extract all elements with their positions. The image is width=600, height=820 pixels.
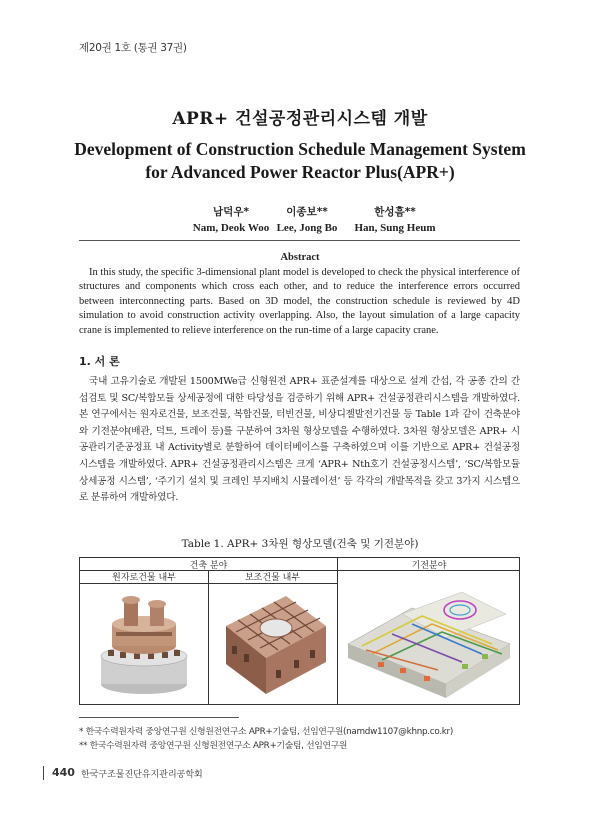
section-1-body: 국내 고유기술로 개발된 1500MWe급 신형원전 APR+ 표준설계를 대상으로 설계 간섭, 각 공종 간의 간섭검토 및 SC/복합모듈 상세공정에 대한 타당성을 검증하기 위해 APR+ 건설공정관리시스템을 개발하였다. 본 연구에서는 원자로건물, 보조건물, 복합건물, 터빈건물, 비상디젤발전기건물 등 Table 1과 같이 건축분야와 기전분야(배관, 덕트, 트레이 등)를 구분하여 3차원 형상모델을 수행하였다. 3차원 형상모델은 APR+ 시공관리기준공정표 내 Activity별로 분할하여 데이터베이스를 구축하였으며 이를 기반으로 APR+ 건설공정시스템을 개발하였다. APR+ 건설공정관리시스템은 크게 ‘APR+ Nth호기 건설공정시스템’, ‘SC/복합모듈 상세공정 시스템’, ‘주기기 설치 및 크레인 부지배치 시뮬레이션’ 등 각각의 개발목적을 갖고 3가지 시스템으로 분류하여 개발하였다. <box>79 376 520 504</box>
title-en-line-2: for Advanced Power Reactor Plus(APR+) <box>145 162 455 182</box>
table-col-aux: 보조건물 내부 <box>244 573 301 583</box>
footnote-2: ** 한국수력원자력 중앙연구원 신형원전연구소 APR+기술팀, 선임연구원 <box>79 741 348 751</box>
title-divider <box>79 240 520 241</box>
author-name-ko: 이종보** <box>286 206 328 218</box>
paper-title-korean: APR+ 건설공정관리시스템 개발 <box>172 109 428 129</box>
reactor-building-model-image <box>94 588 194 698</box>
table-divider-sub <box>208 570 209 704</box>
section-1-heading: 1. 서 론 <box>79 355 120 368</box>
table-1 <box>79 557 520 705</box>
table-1-caption: Table 1. APR+ 3차원 형상모델(건축 및 기전분야) <box>181 538 419 550</box>
auxiliary-building-model-image <box>216 586 331 698</box>
mep-model-image <box>342 574 516 702</box>
footnote-divider <box>79 717 239 718</box>
page-number: 440 <box>52 766 75 779</box>
title-en-line-1: Development of Construction Schedule Management System <box>74 139 526 159</box>
society-name: 한국구조물진단유지관리공학회 <box>81 770 203 780</box>
footnote-1: * 한국수력원자력 중앙연구원 신형원전연구소 APR+기술팀, 선임연구원(namdw1107@khnp.co.kr) <box>79 727 453 737</box>
table-col-reactor: 원자로건물 내부 <box>112 573 176 583</box>
paper-title-english <box>0 138 600 184</box>
footer-bar <box>43 766 44 780</box>
abstract-text: In this study, the specific 3-dimensional plant model is developed to check the physical interference of structures and components which cross each other, and to reduce the interference errors occurred between interconnecting parts. Based on 3D model, the construction schedule is reviewed by 4D simulation to avoid construction activity overlapping. Also, the layout simulation of a large capacity crane is implemented to relieve interference on the run-time of a large capacity crane. <box>79 267 520 336</box>
author-name-en: Han, Sung Heum <box>354 222 436 234</box>
author-name-en: Nam, Deok Woo <box>192 222 270 234</box>
author-name-ko: 남덕우* <box>213 206 249 218</box>
table-divider-group <box>337 558 338 704</box>
author-name-en: Lee, Jong Bo <box>276 222 338 234</box>
journal-issue-header: 제20권 1호 (통권 37권) <box>79 42 187 54</box>
abstract-heading: Abstract <box>280 252 320 263</box>
author-2 <box>262 204 352 234</box>
author-3 <box>345 204 445 234</box>
author-name-ko: 한성흠** <box>374 206 416 218</box>
table-group-mep: 기전분야 <box>411 561 447 571</box>
table-group-arch: 건축 분야 <box>189 561 228 571</box>
